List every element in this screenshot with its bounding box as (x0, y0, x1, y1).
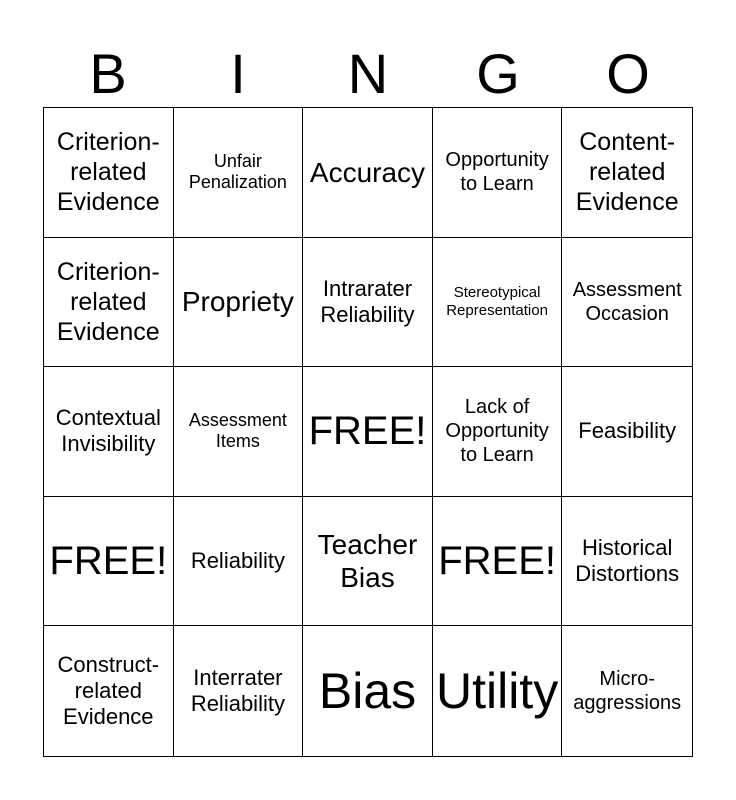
bingo-cell[interactable]: Reliability (174, 497, 304, 627)
bingo-cell[interactable]: Accuracy (303, 108, 433, 238)
header-letter-n: N (347, 42, 389, 105)
bingo-cell[interactable]: Utility (433, 626, 563, 756)
bingo-cell[interactable]: Unfair Penalization (174, 108, 304, 238)
bingo-cell[interactable]: Teacher Bias (303, 497, 433, 627)
bingo-cell[interactable]: Micro-aggressions (573, 668, 682, 715)
header-letter-b: B (89, 42, 127, 105)
bingo-cell[interactable]: Lack of Opportunity to Learn (433, 367, 563, 497)
bingo-cell[interactable]: FREE! (433, 497, 563, 627)
bingo-cell[interactable]: Contextual Invisibility (44, 367, 174, 497)
bingo-cell[interactable]: Assessment Occasion (562, 238, 692, 368)
bingo-cell[interactable]: FREE! (44, 497, 174, 627)
bingo-cell[interactable]: Interrater Reliability (174, 626, 304, 756)
bingo-card-grid (43, 107, 693, 757)
header-letter-o: O (606, 42, 650, 105)
bingo-cell[interactable]: Intrarater Reliability (303, 238, 433, 368)
bingo-cell[interactable]: Criterion-related Evidence (44, 108, 174, 238)
header-letter-g: G (476, 42, 520, 105)
bingo-cell[interactable]: Construct-related Evidence (44, 626, 174, 756)
bingo-header (43, 40, 693, 108)
bingo-cell[interactable]: FREE! (303, 367, 433, 497)
bingo-cell[interactable]: Historical Distortions (562, 497, 692, 627)
bingo-cell[interactable]: Propriety (174, 238, 304, 368)
bingo-cell[interactable]: Stereotypical Representation (433, 238, 563, 368)
bingo-cell[interactable]: Bias (303, 626, 433, 756)
bingo-cell[interactable]: Feasibility (562, 367, 692, 497)
bingo-cell[interactable]: Content-related Evidence (562, 108, 692, 238)
bingo-cell[interactable]: Assessment Items (174, 367, 304, 497)
header-letter-i: I (230, 42, 246, 105)
bingo-cell[interactable]: Criterion-related Evidence (44, 238, 174, 368)
bingo-cell[interactable]: Opportunity to Learn (433, 108, 563, 238)
